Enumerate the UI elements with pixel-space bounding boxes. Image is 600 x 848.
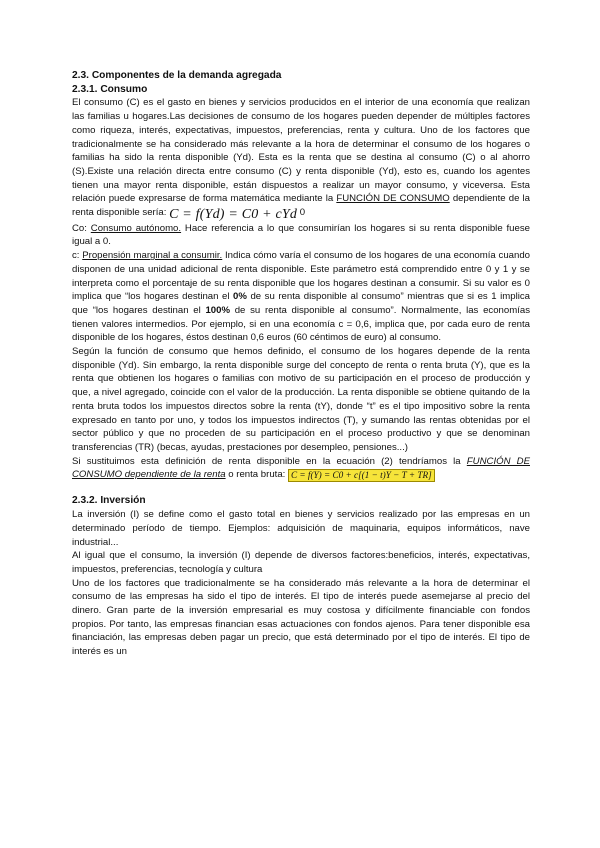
c-lead: c: [72,250,83,262]
co-lead: Co: [72,222,91,234]
consumo-autonomo-term: Consumo autónomo. [90,222,182,234]
consumption-equation: C = f(Yd) = C0 + cYd [169,207,298,223]
consumo-autonomo-text: Hace referencia a lo que consumirían los hogares si su renta disponible fuese igual a 0. [72,222,530,248]
zero-percent: 0% [233,291,247,303]
propension-paragraph [72,249,530,345]
funcion-consumo-renta-link: FUNCIÓN DE CONSUMO dependiente de la renta [72,455,530,481]
inversion-factors-paragraph: Al igual que el consumo, la inversión (I) depende de diversos factores:beneficios, interés, expectativas, impuestos, preferencias, tecnología y cultura [72,550,530,575]
propension-text-1: Indica cómo varía el consumo de los hogares de una economía cuando disponen de una unidad adicional de renta disponible. Este parámetro está comprendido entre 0 y 1 y se interpreta como el porcentaje de su renta disponible que los hogares destinan a consumir. Si su valor es 0 implica que “los hogares destinan el [72,250,530,303]
hundred-percent: 100% [205,304,230,316]
propension-text-2: de su renta disponible al consumo” mientras que si es 1 implica que “los hogares destinan el [72,291,530,316]
section-2-3-title: 2.3. Componentes de la demanda agregada [72,70,282,81]
section-2-3-2-title: 2.3.2. Inversión [72,495,146,507]
sustitucion-tail: o renta bruta: [225,469,288,481]
inversion-paragraph: La inversión (I) se define como el gasto total en bienes y servicios realizado por las empresas en un determinado período de tiempo. Ejemplos: adquisición de maquinaria, equipos informáticos, nave industrial... [72,509,530,548]
consumo-tail: dependiente de la renta disponible sería: [72,193,530,219]
propension-term: Propensión marginal a consumir. [82,250,223,262]
consumo-text: El consumo (C) es el gasto en bienes y servicios producidos en el interior de una economía que realizan las familias u hogares.Las decisiones de consumo de los hogares pueden depender de múltiples factores como riqueza, interés, expectativas, impuestos, preferencias, renta y cultura. Uno de los factores que tradicionalmente se ha considerado más relevante a la hora de determinar el consumo de los hogares o familias ha sido la renta disponible (Yd). Esta es la renta que se destina al consumo (C) o al ahorro (S).Existe una relación directa entre consumo (C) y renta disponible (Yd), esto es, cuando los agentes tienen una mayor renta disponible, están dispuestos a realizar un mayor consumo, y viceversa. Esta relación puede expresarse de forma matemática mediante la [72,97,530,205]
highlighted-equation: C = f(Y) = C0 + c[(1 − t)Y − T + TR] [288,469,435,482]
document-page [72,69,530,659]
sustitucion-paragraph [72,455,530,483]
section-2-3-1-title: 2.3.1. Consumo [72,83,148,95]
funcion-consumo-link: FUNCIÓN DE CONSUMO [336,193,450,205]
consumo-autonomo-paragraph [72,222,530,249]
tipo-interes-paragraph: Uno de los factores que tradicionalmente se ha considerado más relevante a la hora de determinar el consumo de las empresas ha sido el tipo de interés. El tipo de interés puede asemejarse al precio del dinero. Gran parte de la inversión empresarial es muy costosa y difícilmente financiable con fondos propios. Por tanto, las empresas financian esas actuaciones con fondos ajenos. Para tener disponible esa financiación, las empresas deben pagar un precio, que está determinado por el tipo de interés. El tipo de interés es un [72,577,530,658]
sustitucion-lead: Si sustituimos esta definición de renta disponible en la ecuación (2) tendríamos la [72,455,467,467]
renta-paragraph: Según la función de consumo que hemos definido, el consumo de los hogares depende de la renta disponible (Yd). Sin embargo, la renta disponible surge del concepto de renta o renta bruta (Y), que es la renta que obtienen los hogares o familias con motivo de su participación en el proceso de producción y que, a nivel agregado, coincide con el valor de la producción. La renta disponible se obtiene quitando de la renta bruta todos los impuestos directos sobre la renta (tY), donde “t” es el tipo impositivo sobre la renta expresado en tanto por uno, y todos los impuestos indirectos (T), y sumando las rentas obtenidas por el sector público y que no proceden de su participación en el proceso productivo y que se denominan transferencias (TR) (becas, ayudas, prestaciones por desempleo, pensiones...) [72,346,530,453]
consumo-paragraph [72,96,530,221]
propension-text-3: de su renta disponible al consumo”. Normalmente, las economías tienen valores intermedios. Por ejemplo, si en una economía c = 0,6, implica que, por cada euro de renta disponible de los hogares, éstos destinan 0,6 euros (60 céntimos de euro) al consumo. [72,304,531,344]
equation-suffix: 0 [299,207,306,219]
